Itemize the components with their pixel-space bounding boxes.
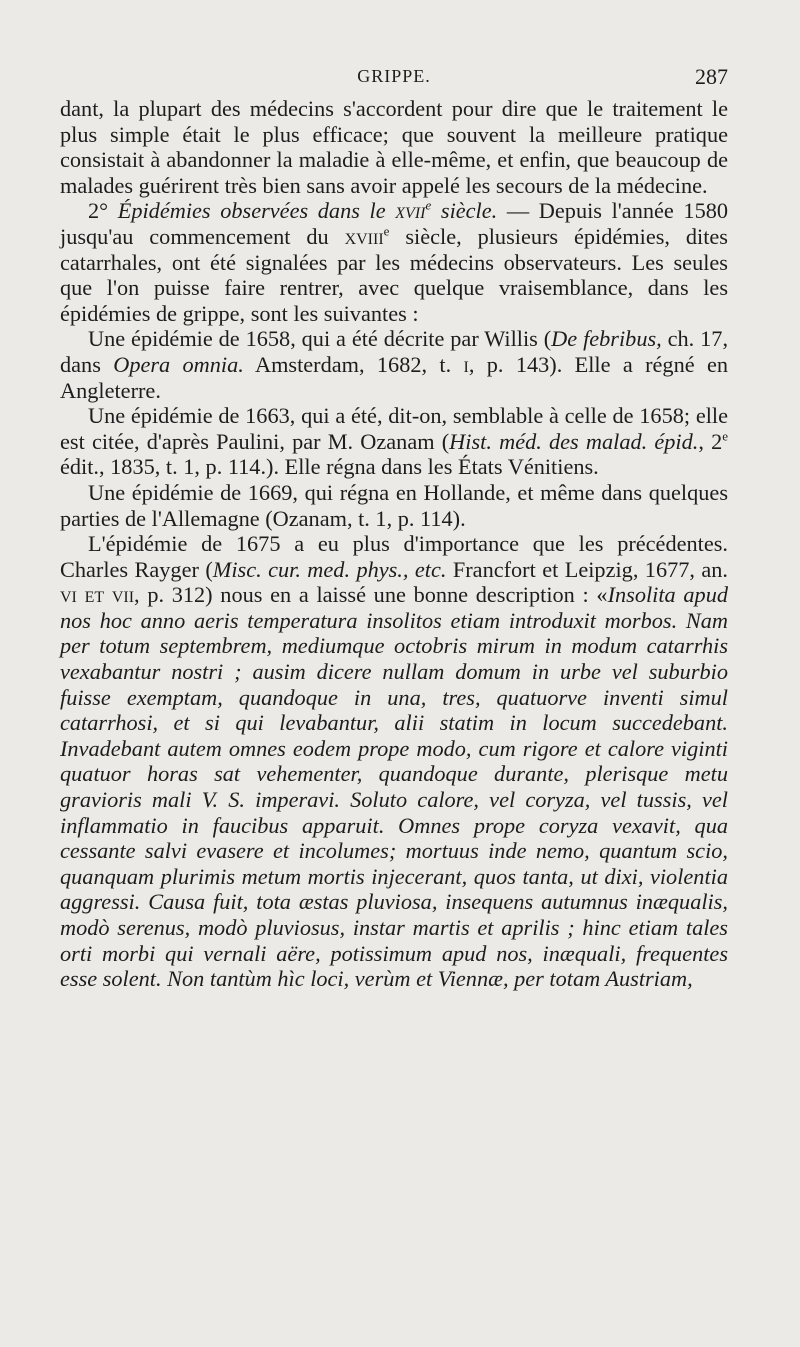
section-title <box>118 198 498 223</box>
latin-quotation: Insolita apud nos hoc anno aeris temperatura insolitos etiam introduxit morbos. Nam per totum septembrem, mediumque octobris mirum in modum catarrhis vexabantur nostri ; ausim dicere nullam domum in urbe vel suburbio fuisse exemptam, quandoque in una, tres, quatuorve inventi simul catarrhosi, et si qui levabantur, alii statim in locum succedebant. Invadebant autem omnes eodem prope modo, cum rigore et calore viginti quatuor horas sat vehementer, quandoque durante, plerisque metu gravioris mali V. S. imperavi. Soluto calore, vel coryza, vel tussis, vel inflammatio in faucibus apparuit. Omnes prope coryza vexavit, qua cessante salvi evasere et incolumes; mortuus inde nemo, quantum scio, quanquam plurimis metum mortis injecerant, quos tanta, ut dixi, violentia aggressi. Causa fuit, tota æstas pluviosa, insequens autumnus inæqualis, modò serenus, modò pluviosus, instar martis et aprilis ; hinc etiam tales orti morbi qui vernali aëre, potissimum apud nos, inæquali, frequentes esse solent. Non tantùm hìc loci, verùm et Viennæ, per totam Austriam, <box>60 582 728 992</box>
text-run: Amsterdam, 1682, t. <box>243 351 464 377</box>
page-number: 287 <box>695 64 728 89</box>
text-run: , p. 312) nous en a laissé une bonne description : « <box>134 582 608 608</box>
section-number: 2° <box>88 198 109 224</box>
text-run: édit., 1835, t. 1, p. 114.). Elle régna dans les États Vénitiens. <box>60 454 599 480</box>
text-run: L'épidémie de 1675 a eu plus d'importance que les précédentes. Charles Rayger ( <box>60 531 728 582</box>
text-run: Une épidémie de 1663, qui a été, dit-on, semblable à celle de 1658; elle est citée, d'après Paulini, par M. Ozanam ( <box>60 403 728 454</box>
superscript: e <box>722 428 729 444</box>
text-run: ch. 17, dans <box>60 326 729 377</box>
paragraph-continuation: dant, la plupart des médecins s'accordent pour dire que le traitement le plus simple était le plus efficace; que souvent la meilleure pratique consistait à abandonner la maladie à elle-même, et enfin, que beaucoup de malades guérirent très bien sans avoir appelé les secours de la médecine. <box>60 96 728 198</box>
running-title: GRIPPE. <box>357 66 431 86</box>
body-text <box>60 96 728 992</box>
superscript: e <box>383 223 390 239</box>
citation-title: De febribus, <box>551 326 662 352</box>
paragraph-epidemic-1663 <box>60 403 728 480</box>
century-numeral: xviii <box>344 223 384 249</box>
text-run: Francfort et Leipzig, 1677, an. <box>446 556 728 582</box>
section-title-text: Épidémies observées dans le <box>117 198 386 224</box>
century-numeral: xvii <box>395 198 426 224</box>
section-text: — Depuis l'année 1580 jusqu'au commencement du <box>60 198 729 249</box>
section-text: siècle, plusieurs épidémies, dites catarrhales, ont été signalées par les médecins observateurs. Les seules que l'on puisse faire rentrer, avec quelque vraisemblance, dans les épidémies de grippe, sont les suivantes : <box>60 223 728 326</box>
section-title-end: siècle. <box>440 198 498 224</box>
text-run: Une épidémie de 1658, qui a été décrite par Willis ( <box>88 326 552 352</box>
paragraph-section-2 <box>60 198 728 326</box>
paragraph-epidemic-1658 <box>60 326 728 403</box>
volume-numeral: i <box>463 351 469 377</box>
text-run: , p. 143). Elle a régné en Angleterre. <box>60 351 728 403</box>
text-run: , 2 <box>698 428 723 454</box>
citation-title: Misc. cur. med. phys., etc. <box>212 556 447 582</box>
citation-title: Opera omnia. <box>113 351 244 377</box>
paragraph-epidemic-1675 <box>60 531 728 992</box>
page-header <box>60 64 728 94</box>
volume-numeral: vi et vii <box>60 582 135 608</box>
superscript: e <box>425 197 432 213</box>
paragraph-epidemic-1669: Une épidémie de 1669, qui régna en Hollande, et même dans quelques parties de l'Allemagne (Ozanam, t. 1, p. 114). <box>60 479 728 531</box>
citation-title: Hist. méd. des malad. épid. <box>449 428 699 454</box>
